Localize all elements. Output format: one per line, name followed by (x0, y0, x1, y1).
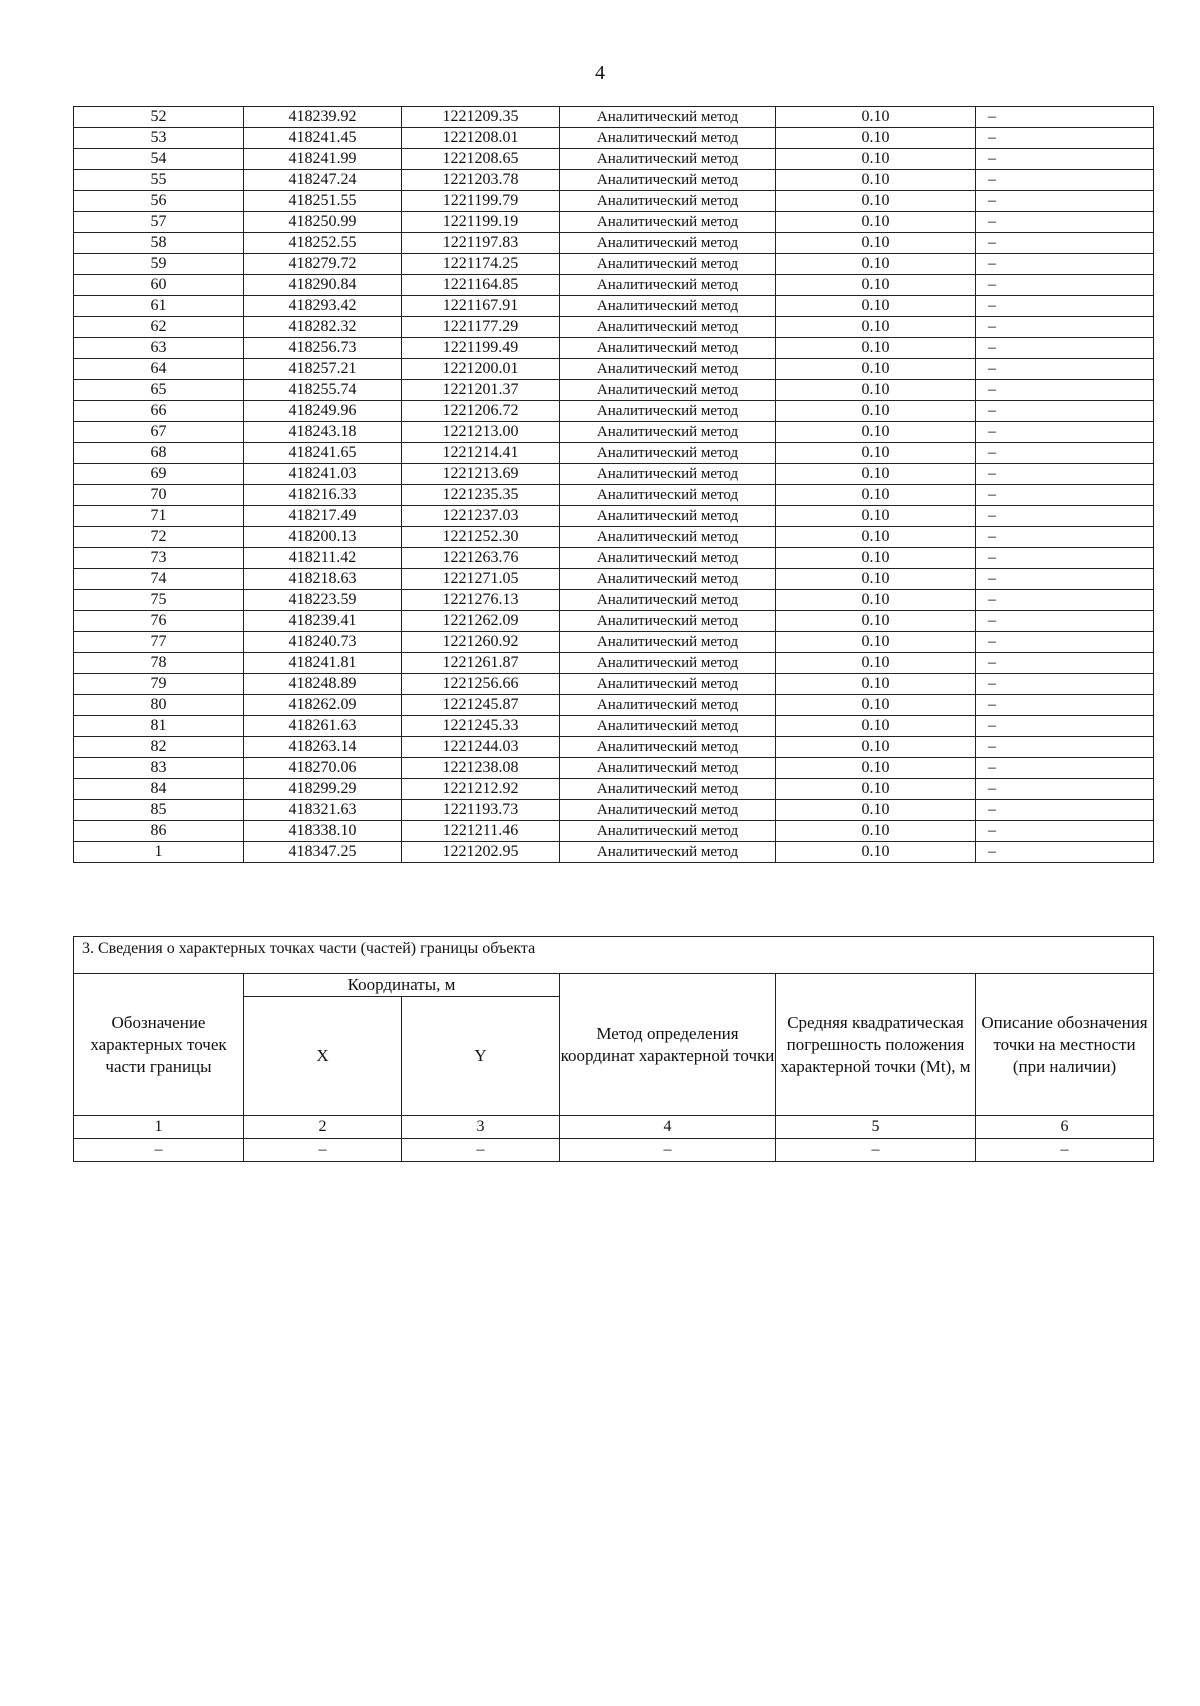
coord-x: 418256.73 (244, 338, 402, 359)
description: – (976, 107, 1154, 128)
coord-x: 418241.81 (244, 653, 402, 674)
header-designation: Обозначение характерных точек части границы (74, 974, 244, 1116)
error-value: 0.10 (776, 233, 976, 254)
point-number: 81 (74, 716, 244, 737)
error-value: 0.10 (776, 296, 976, 317)
table-row (74, 254, 1154, 275)
method: Аналитический метод (560, 233, 776, 254)
point-number: 79 (74, 674, 244, 695)
method: Аналитический метод (560, 359, 776, 380)
description: – (976, 317, 1154, 338)
header-coordinates: Координаты, м (244, 974, 560, 997)
point-number: 62 (74, 317, 244, 338)
description: – (976, 212, 1154, 233)
error-value: 0.10 (776, 800, 976, 821)
error-value: 0.10 (776, 695, 976, 716)
boundary-points-table (73, 106, 1154, 863)
method: Аналитический метод (560, 569, 776, 590)
description: – (976, 695, 1154, 716)
point-number: 80 (74, 695, 244, 716)
coord-x: 418241.45 (244, 128, 402, 149)
coord-y: 1221245.33 (402, 716, 560, 737)
table-row (74, 653, 1154, 674)
error-value: 0.10 (776, 485, 976, 506)
point-number: 76 (74, 611, 244, 632)
description: – (976, 674, 1154, 695)
table-row (74, 506, 1154, 527)
error-value: 0.10 (776, 317, 976, 338)
method: Аналитический метод (560, 800, 776, 821)
coord-x: 418248.89 (244, 674, 402, 695)
coord-y: 1221237.03 (402, 506, 560, 527)
error-value: 0.10 (776, 422, 976, 443)
method: Аналитический метод (560, 107, 776, 128)
coord-y: 1221174.25 (402, 254, 560, 275)
table-row (74, 800, 1154, 821)
error-value: 0.10 (776, 107, 976, 128)
point-number: 78 (74, 653, 244, 674)
coord-y: 1221276.13 (402, 590, 560, 611)
coord-y: 1221199.19 (402, 212, 560, 233)
table-row (74, 338, 1154, 359)
empty-cell: – (976, 1139, 1154, 1162)
description: – (976, 485, 1154, 506)
table-row (74, 422, 1154, 443)
table-row (74, 380, 1154, 401)
table-row (74, 233, 1154, 254)
coord-y: 1221212.92 (402, 779, 560, 800)
coord-x: 418290.84 (244, 275, 402, 296)
table-row (74, 527, 1154, 548)
error-value: 0.10 (776, 359, 976, 380)
coord-x: 418270.06 (244, 758, 402, 779)
description: – (976, 821, 1154, 842)
error-value: 0.10 (776, 779, 976, 800)
table-row (74, 716, 1154, 737)
coord-y: 1221199.79 (402, 191, 560, 212)
section-3-title: 3. Сведения о характерных точках части (частей) границы объекта (74, 937, 1154, 974)
error-value: 0.10 (776, 716, 976, 737)
error-value: 0.10 (776, 842, 976, 863)
coord-y: 1221213.00 (402, 422, 560, 443)
table-row (74, 107, 1154, 128)
method: Аналитический метод (560, 632, 776, 653)
table-row (74, 317, 1154, 338)
coord-x: 418241.03 (244, 464, 402, 485)
coord-x: 418293.42 (244, 296, 402, 317)
coord-x: 418217.49 (244, 506, 402, 527)
description: – (976, 254, 1154, 275)
header-method: Метод определения координат характерной точки (560, 974, 776, 1116)
coord-x: 418211.42 (244, 548, 402, 569)
error-value: 0.10 (776, 149, 976, 170)
method: Аналитический метод (560, 779, 776, 800)
coord-x: 418200.13 (244, 527, 402, 548)
coord-x: 418239.92 (244, 107, 402, 128)
table-row (74, 569, 1154, 590)
point-number: 74 (74, 569, 244, 590)
error-value: 0.10 (776, 380, 976, 401)
error-value: 0.10 (776, 590, 976, 611)
description: – (976, 380, 1154, 401)
column-number: 2 (244, 1116, 402, 1139)
coord-y: 1221213.69 (402, 464, 560, 485)
description: – (976, 464, 1154, 485)
table-row (74, 842, 1154, 863)
part-points-table (73, 936, 1154, 1162)
description: – (976, 275, 1154, 296)
description: – (976, 653, 1154, 674)
point-number: 52 (74, 107, 244, 128)
description: – (976, 401, 1154, 422)
table-row (74, 128, 1154, 149)
coord-y: 1221261.87 (402, 653, 560, 674)
point-number: 54 (74, 149, 244, 170)
point-number: 86 (74, 821, 244, 842)
table-row (74, 737, 1154, 758)
method: Аналитический метод (560, 296, 776, 317)
description: – (976, 359, 1154, 380)
method: Аналитический метод (560, 191, 776, 212)
error-value: 0.10 (776, 821, 976, 842)
point-number: 72 (74, 527, 244, 548)
coord-x: 418250.99 (244, 212, 402, 233)
point-number: 84 (74, 779, 244, 800)
coord-x: 418252.55 (244, 233, 402, 254)
point-number: 53 (74, 128, 244, 149)
error-value: 0.10 (776, 506, 976, 527)
table-row (74, 464, 1154, 485)
description: – (976, 779, 1154, 800)
table-row (74, 212, 1154, 233)
coord-y: 1221244.03 (402, 737, 560, 758)
table-row (74, 296, 1154, 317)
coord-y: 1221200.01 (402, 359, 560, 380)
coord-x: 418263.14 (244, 737, 402, 758)
boundary-points-body (74, 107, 1154, 863)
coord-y: 1221260.92 (402, 632, 560, 653)
error-value: 0.10 (776, 758, 976, 779)
description: – (976, 128, 1154, 149)
method: Аналитический метод (560, 443, 776, 464)
method: Аналитический метод (560, 422, 776, 443)
coord-x: 418262.09 (244, 695, 402, 716)
column-number: 1 (74, 1116, 244, 1139)
error-value: 0.10 (776, 338, 976, 359)
coord-x: 418282.32 (244, 317, 402, 338)
coord-x: 418216.33 (244, 485, 402, 506)
table-row (74, 674, 1154, 695)
description: – (976, 611, 1154, 632)
coord-x: 418240.73 (244, 632, 402, 653)
coord-y: 1221214.41 (402, 443, 560, 464)
header-error: Средняя квадратическая погрешность положения характерной точки (Mt), м (776, 974, 976, 1116)
error-value: 0.10 (776, 674, 976, 695)
description: – (976, 296, 1154, 317)
coord-y: 1221206.72 (402, 401, 560, 422)
point-number: 82 (74, 737, 244, 758)
point-number: 83 (74, 758, 244, 779)
error-value: 0.10 (776, 632, 976, 653)
coord-y: 1221235.35 (402, 485, 560, 506)
coord-y: 1221263.76 (402, 548, 560, 569)
method: Аналитический метод (560, 821, 776, 842)
error-value: 0.10 (776, 212, 976, 233)
coord-y: 1221238.08 (402, 758, 560, 779)
error-value: 0.10 (776, 275, 976, 296)
error-value: 0.10 (776, 611, 976, 632)
table-row (74, 779, 1154, 800)
error-value: 0.10 (776, 443, 976, 464)
coord-x: 418279.72 (244, 254, 402, 275)
point-number: 57 (74, 212, 244, 233)
error-value: 0.10 (776, 548, 976, 569)
error-value: 0.10 (776, 527, 976, 548)
method: Аналитический метод (560, 695, 776, 716)
coord-x: 418299.29 (244, 779, 402, 800)
method: Аналитический метод (560, 254, 776, 275)
column-number: 3 (402, 1116, 560, 1139)
table-row (74, 611, 1154, 632)
coord-y: 1221164.85 (402, 275, 560, 296)
table-row (74, 401, 1154, 422)
coord-y: 1221208.65 (402, 149, 560, 170)
coord-y: 1221193.73 (402, 800, 560, 821)
empty-cell: – (560, 1139, 776, 1162)
coord-x: 418347.25 (244, 842, 402, 863)
coord-y: 1221262.09 (402, 611, 560, 632)
method: Аналитический метод (560, 401, 776, 422)
table-row (74, 632, 1154, 653)
empty-cell: – (776, 1139, 976, 1162)
description: – (976, 233, 1154, 254)
point-number: 70 (74, 485, 244, 506)
point-number: 68 (74, 443, 244, 464)
coord-y: 1221167.91 (402, 296, 560, 317)
coord-x: 418261.63 (244, 716, 402, 737)
coord-y: 1221201.37 (402, 380, 560, 401)
table-row (74, 548, 1154, 569)
empty-cell: – (74, 1139, 244, 1162)
coord-y: 1221271.05 (402, 569, 560, 590)
column-number: 4 (560, 1116, 776, 1139)
method: Аналитический метод (560, 485, 776, 506)
point-number: 56 (74, 191, 244, 212)
description: – (976, 842, 1154, 863)
table-row (74, 590, 1154, 611)
coord-y: 1221177.29 (402, 317, 560, 338)
coord-y: 1221202.95 (402, 842, 560, 863)
method: Аналитический метод (560, 653, 776, 674)
description: – (976, 506, 1154, 527)
description: – (976, 338, 1154, 359)
point-number: 67 (74, 422, 244, 443)
page-number: 4 (595, 62, 605, 84)
point-number: 65 (74, 380, 244, 401)
table-row (74, 758, 1154, 779)
coord-x: 418249.96 (244, 401, 402, 422)
method: Аналитический метод (560, 527, 776, 548)
description: – (976, 527, 1154, 548)
table-row (74, 149, 1154, 170)
point-number: 60 (74, 275, 244, 296)
error-value: 0.10 (776, 191, 976, 212)
point-number: 71 (74, 506, 244, 527)
coord-y: 1221252.30 (402, 527, 560, 548)
error-value: 0.10 (776, 653, 976, 674)
table-row (74, 485, 1154, 506)
description: – (976, 548, 1154, 569)
error-value: 0.10 (776, 170, 976, 191)
coord-x: 418241.65 (244, 443, 402, 464)
coord-y: 1221209.35 (402, 107, 560, 128)
point-number: 61 (74, 296, 244, 317)
description: – (976, 170, 1154, 191)
description: – (976, 632, 1154, 653)
coord-x: 418247.24 (244, 170, 402, 191)
table-row (74, 443, 1154, 464)
empty-cell: – (402, 1139, 560, 1162)
description: – (976, 422, 1154, 443)
method: Аналитический метод (560, 317, 776, 338)
table-row (74, 821, 1154, 842)
error-value: 0.10 (776, 737, 976, 758)
coord-y: 1221256.66 (402, 674, 560, 695)
table-row (74, 170, 1154, 191)
description: – (976, 737, 1154, 758)
coord-x: 418257.21 (244, 359, 402, 380)
point-number: 1 (74, 842, 244, 863)
coord-y: 1221197.83 (402, 233, 560, 254)
method: Аналитический метод (560, 464, 776, 485)
coord-y: 1221245.87 (402, 695, 560, 716)
coord-x: 418338.10 (244, 821, 402, 842)
point-number: 58 (74, 233, 244, 254)
point-number: 73 (74, 548, 244, 569)
point-number: 63 (74, 338, 244, 359)
coord-y: 1221211.46 (402, 821, 560, 842)
method: Аналитический метод (560, 338, 776, 359)
method: Аналитический метод (560, 275, 776, 296)
method: Аналитический метод (560, 590, 776, 611)
table-row (74, 359, 1154, 380)
coord-x: 418241.99 (244, 149, 402, 170)
method: Аналитический метод (560, 170, 776, 191)
empty-cell: – (244, 1139, 402, 1162)
column-number: 5 (776, 1116, 976, 1139)
method: Аналитический метод (560, 380, 776, 401)
point-number: 77 (74, 632, 244, 653)
coord-x: 418251.55 (244, 191, 402, 212)
column-number: 6 (976, 1116, 1154, 1139)
error-value: 0.10 (776, 569, 976, 590)
point-number: 55 (74, 170, 244, 191)
description: – (976, 569, 1154, 590)
error-value: 0.10 (776, 128, 976, 149)
description: – (976, 149, 1154, 170)
description: – (976, 716, 1154, 737)
error-value: 0.10 (776, 464, 976, 485)
method: Аналитический метод (560, 548, 776, 569)
point-number: 75 (74, 590, 244, 611)
description: – (976, 443, 1154, 464)
coord-x: 418218.63 (244, 569, 402, 590)
point-number: 59 (74, 254, 244, 275)
coord-y: 1221199.49 (402, 338, 560, 359)
method: Аналитический метод (560, 149, 776, 170)
coord-x: 418321.63 (244, 800, 402, 821)
table-row (74, 191, 1154, 212)
method: Аналитический метод (560, 611, 776, 632)
point-number: 85 (74, 800, 244, 821)
header-y: Y (402, 997, 560, 1116)
description: – (976, 590, 1154, 611)
method: Аналитический метод (560, 737, 776, 758)
point-number: 69 (74, 464, 244, 485)
description: – (976, 800, 1154, 821)
table-row (74, 275, 1154, 296)
coord-x: 418255.74 (244, 380, 402, 401)
method: Аналитический метод (560, 212, 776, 233)
method: Аналитический метод (560, 842, 776, 863)
coord-x: 418239.41 (244, 611, 402, 632)
method: Аналитический метод (560, 716, 776, 737)
error-value: 0.10 (776, 401, 976, 422)
point-number: 64 (74, 359, 244, 380)
error-value: 0.10 (776, 254, 976, 275)
description: – (976, 191, 1154, 212)
method: Аналитический метод (560, 674, 776, 695)
coord-x: 418223.59 (244, 590, 402, 611)
header-x: X (244, 997, 402, 1116)
table-row (74, 695, 1154, 716)
method: Аналитический метод (560, 506, 776, 527)
point-number: 66 (74, 401, 244, 422)
method: Аналитический метод (560, 128, 776, 149)
method: Аналитический метод (560, 758, 776, 779)
header-description: Описание обозначения точки на местности (при наличии) (976, 974, 1154, 1116)
coord-y: 1221208.01 (402, 128, 560, 149)
coord-y: 1221203.78 (402, 170, 560, 191)
coord-x: 418243.18 (244, 422, 402, 443)
description: – (976, 758, 1154, 779)
